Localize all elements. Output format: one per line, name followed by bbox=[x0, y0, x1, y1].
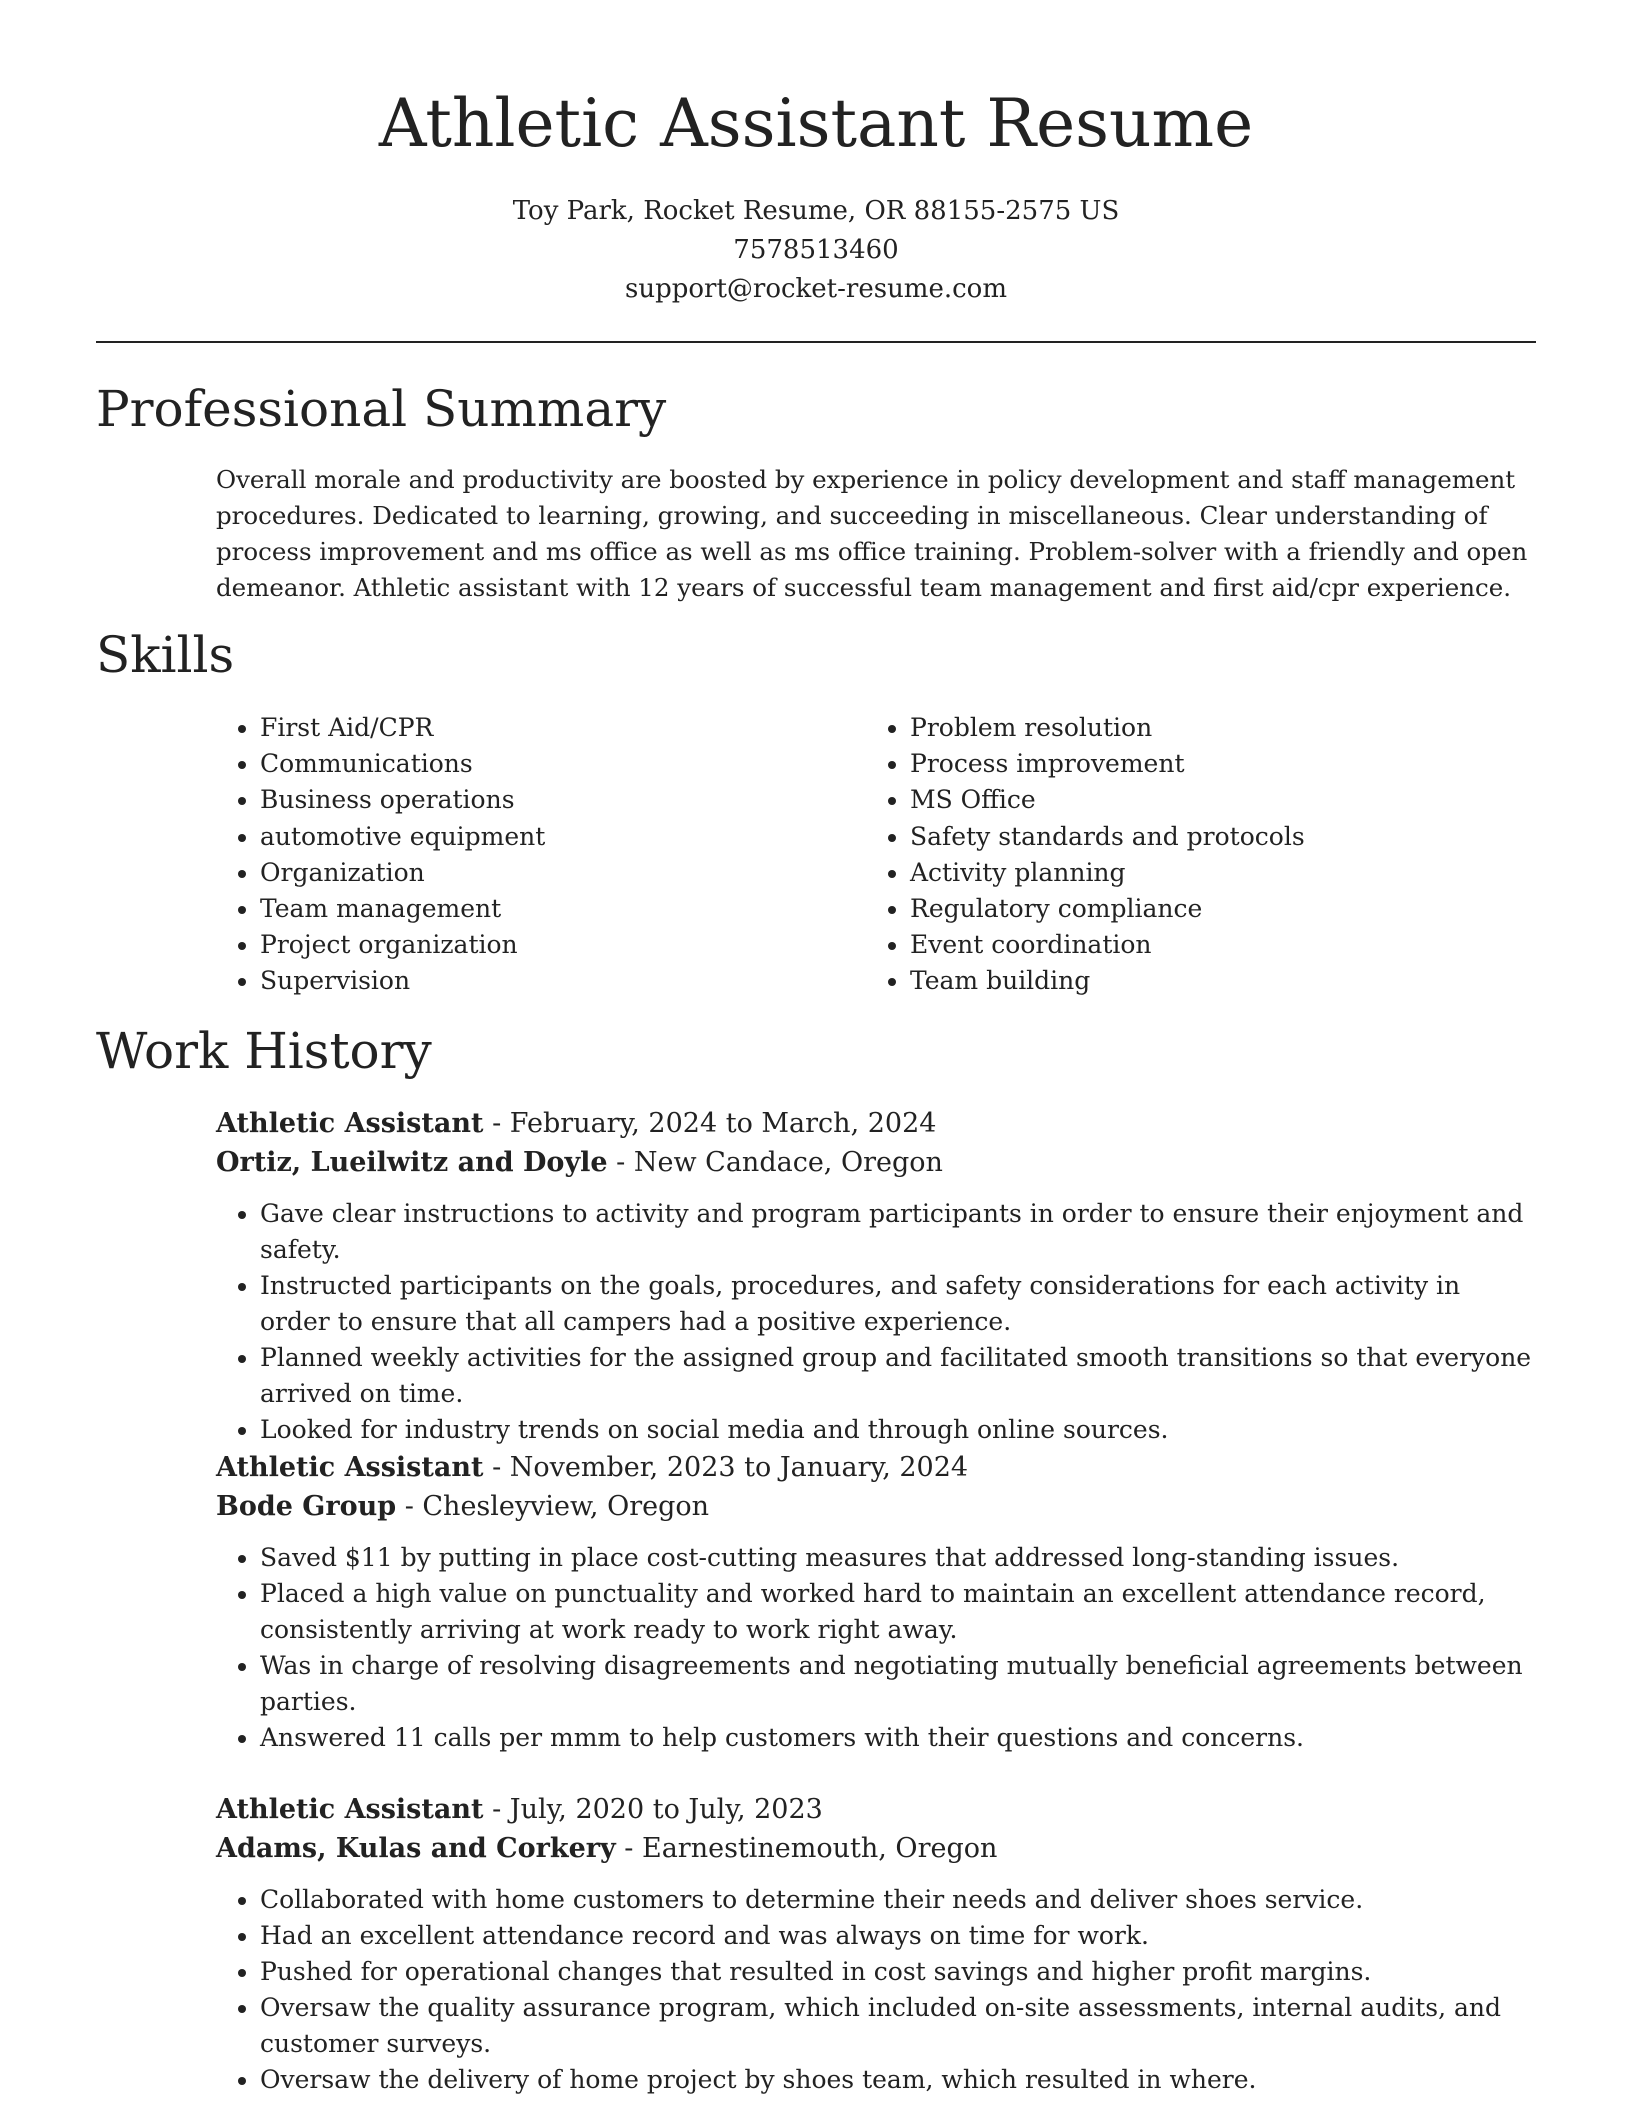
job-dates: - February, 2024 to March, 2024 bbox=[492, 1108, 937, 1139]
skill-item: • MS Office bbox=[910, 782, 1305, 818]
skills-column-left bbox=[216, 710, 545, 1000]
skills-heading: Skills bbox=[96, 626, 235, 684]
skill-item: • Business operations bbox=[260, 782, 545, 818]
job-company: Adams, Kulas and Corkery bbox=[216, 1833, 616, 1864]
job-title-line bbox=[216, 1790, 1536, 1829]
skill-item: • Activity planning bbox=[910, 855, 1305, 891]
job-entry bbox=[216, 1790, 1536, 2098]
contact-phone: 7578513460 bbox=[733, 235, 899, 265]
job-entry bbox=[216, 1448, 1536, 1756]
job-dates: - July, 2020 to July, 2023 bbox=[492, 1794, 823, 1825]
skill-item: • Problem resolution bbox=[910, 710, 1305, 746]
contact-block bbox=[96, 192, 1536, 309]
skill-item: • Safety standards and protocols bbox=[910, 819, 1305, 855]
job-bullet: • Pushed for operational changes that resulted in cost savings and higher profit margins. bbox=[260, 1954, 1536, 1990]
job-bullets bbox=[216, 1196, 1536, 1448]
job-company-line bbox=[216, 1487, 1536, 1526]
skill-item: • Project organization bbox=[260, 927, 545, 963]
job-bullet: • Oversaw the quality assurance program, which included on-site assessments, internal audits, and customer surveys. bbox=[260, 1990, 1536, 2062]
job-title: Athletic Assistant bbox=[216, 1108, 484, 1139]
contact-email: support@rocket-resume.com bbox=[624, 274, 1007, 304]
job-bullet: • Placed a high value on punctuality and worked hard to maintain an excellent attendance record, consistently arriving at work ready to work right away. bbox=[260, 1576, 1536, 1648]
resume-title: Athletic Assistant Resume bbox=[378, 85, 1254, 162]
job-company: Ortiz, Lueilwitz and Doyle bbox=[216, 1147, 608, 1178]
skill-item: • automotive equipment bbox=[260, 819, 545, 855]
skill-item: • Team management bbox=[260, 891, 545, 927]
job-bullet: • Answered 11 calls per mmm to help customers with their questions and concerns. bbox=[260, 1720, 1536, 1756]
job-location: - Earnestinemouth, Oregon bbox=[624, 1833, 998, 1864]
job-location: - New Candace, Oregon bbox=[616, 1147, 943, 1178]
work-history-heading: Work History bbox=[96, 1022, 432, 1080]
job-location: - Chesleyview, Oregon bbox=[404, 1491, 710, 1522]
job-company: Bode Group bbox=[216, 1491, 397, 1522]
job-bullets bbox=[216, 1540, 1536, 1756]
job-bullet: • Collaborated with home customers to determine their needs and deliver shoes service. bbox=[260, 1882, 1536, 1918]
skill-item: • Communications bbox=[260, 746, 545, 782]
job-bullet: • Instructed participants on the goals, procedures, and safety considerations for each activity in order to ensure that all campers had a positive experience. bbox=[260, 1268, 1536, 1340]
skill-item: • Process improvement bbox=[910, 746, 1305, 782]
job-title-line bbox=[216, 1104, 1536, 1143]
job-title: Athletic Assistant bbox=[216, 1452, 484, 1483]
job-bullet: • Was in charge of resolving disagreements and negotiating mutually beneficial agreements between parties. bbox=[260, 1648, 1536, 1720]
skill-item: • Regulatory compliance bbox=[910, 891, 1305, 927]
job-bullets bbox=[216, 1882, 1536, 2098]
summary-heading: Professional Summary bbox=[96, 380, 667, 438]
skill-item: • Event coordination bbox=[910, 927, 1305, 963]
job-bullet: • Oversaw the delivery of home project by shoes team, which resulted in where. bbox=[260, 2062, 1536, 2098]
job-dates: - November, 2023 to January, 2024 bbox=[492, 1452, 969, 1483]
job-bullet: • Gave clear instructions to activity and program participants in order to ensure their enjoyment and safety. bbox=[260, 1196, 1536, 1268]
skill-item: • Organization bbox=[260, 855, 545, 891]
skill-item: • First Aid/CPR bbox=[260, 710, 545, 746]
summary-text: Overall morale and productivity are boosted by experience in policy development and staff management procedures. Dedicated to learning, growing, and succeeding in miscellaneous. Clear understanding of process improvement and ms office as well as ms office training. Problem-solver with a friendly and open demeanor. Athletic assistant with 12 years of successful team management and first aid/cpr experience. bbox=[216, 465, 1528, 602]
job-bullet: • Saved $11 by putting in place cost-cutting measures that addressed long-standing issues. bbox=[260, 1540, 1536, 1576]
job-bullet: • Planned weekly activities for the assigned group and facilitated smooth transitions so that everyone arrived on time. bbox=[260, 1340, 1536, 1412]
contact-address: Toy Park, Rocket Resume, OR 88155-2575 US bbox=[512, 196, 1120, 226]
job-entry bbox=[216, 1104, 1536, 1448]
job-title: Athletic Assistant bbox=[216, 1794, 484, 1825]
job-bullet: • Had an excellent attendance record and was always on time for work. bbox=[260, 1918, 1536, 1954]
job-company-line bbox=[216, 1143, 1536, 1182]
job-title-line bbox=[216, 1448, 1536, 1487]
job-company-line bbox=[216, 1829, 1536, 1868]
job-bullet: • Looked for industry trends on social media and through online sources. bbox=[260, 1412, 1536, 1448]
skill-item: • Supervision bbox=[260, 963, 545, 999]
header-divider bbox=[96, 341, 1536, 343]
skills-column-right bbox=[866, 710, 1305, 1000]
skill-item: • Team building bbox=[910, 963, 1305, 999]
